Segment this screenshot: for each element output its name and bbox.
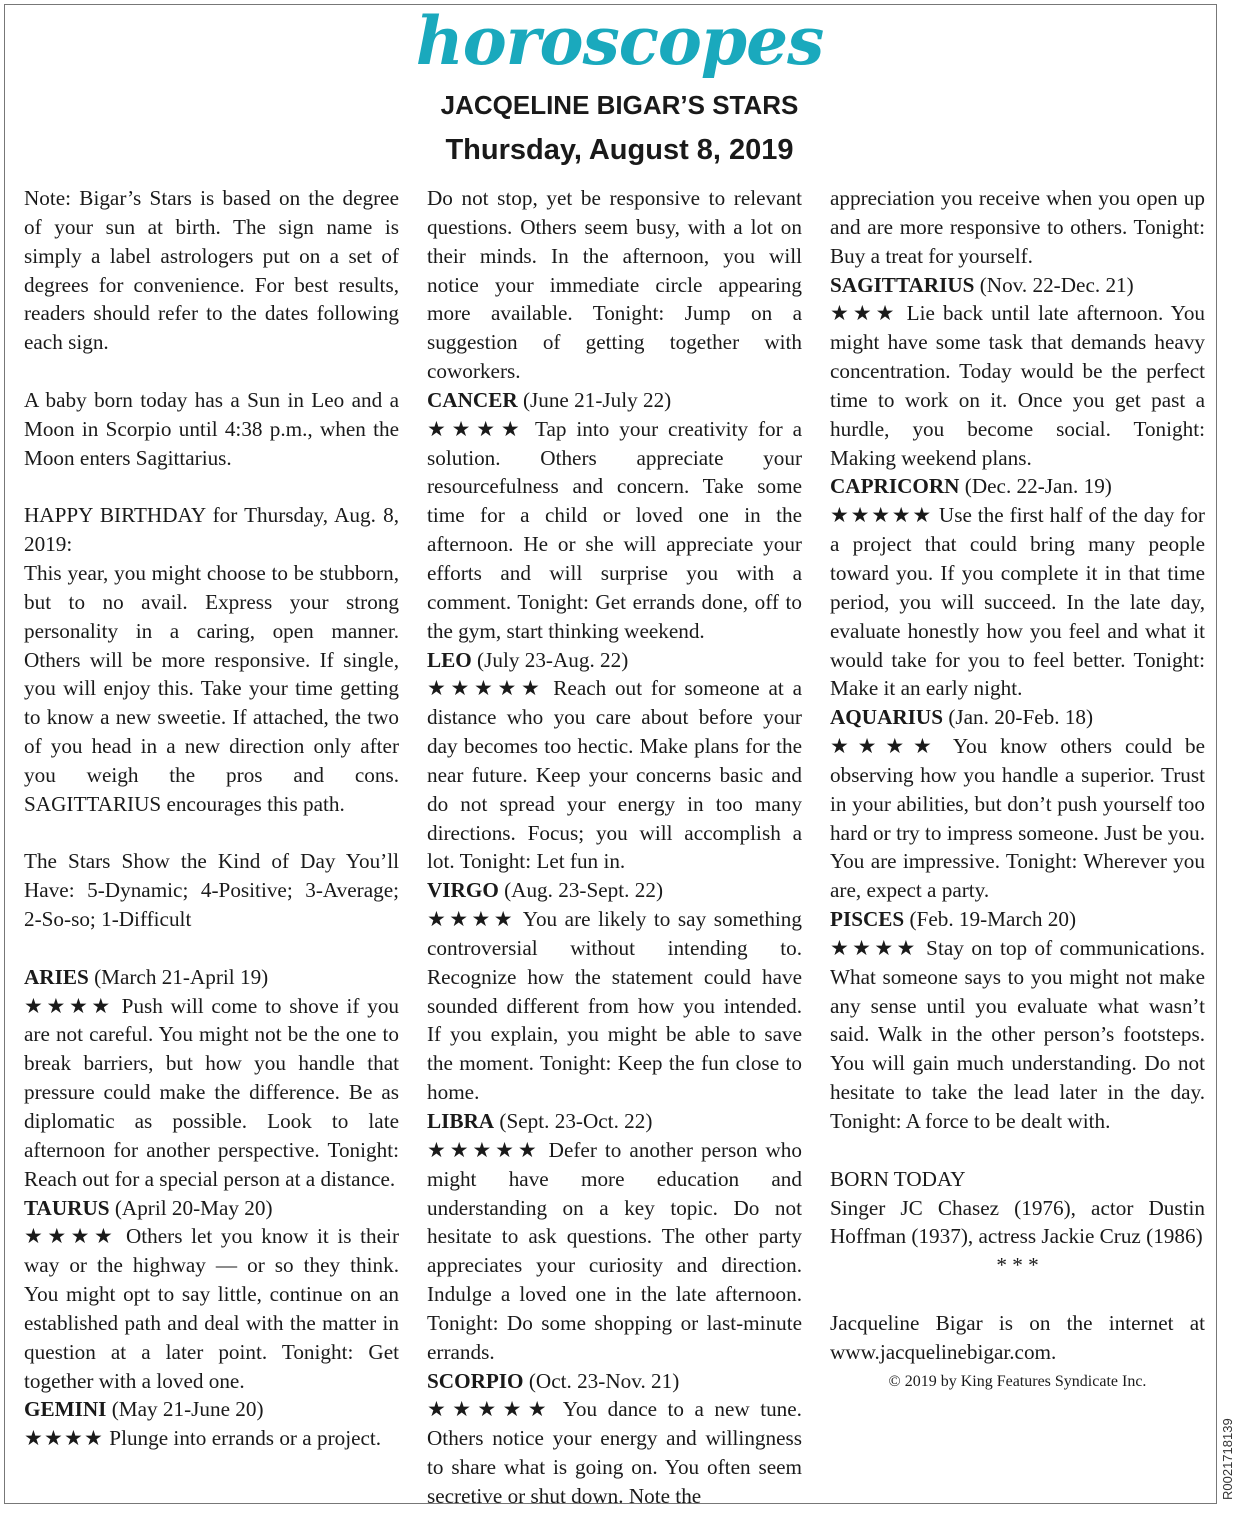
sign-entry-virgo bbox=[427, 905, 802, 1107]
star-rating: ★★★★ bbox=[830, 935, 919, 960]
sign-entry-scorpio-part1 bbox=[427, 1395, 802, 1510]
star-rating: ★★★★★ bbox=[427, 1137, 541, 1162]
sign-dates: (June 21-July 22) bbox=[522, 387, 672, 412]
horoscopes-logo: horoscopes bbox=[415, 2, 824, 80]
sign-text: You know others could be observing how you handle a superior. Trust in your abilities, but don’t push yourself too hard or try to impress someone. Just be you. You are impressive. Tonight: Wherever you are, expect a party. bbox=[830, 734, 1205, 903]
sign-dates: (July 23-Aug. 22) bbox=[477, 647, 629, 672]
sign-dates: (Nov. 22-Dec. 21) bbox=[979, 272, 1134, 297]
star-rating: ★★★★★ bbox=[427, 1397, 554, 1422]
sign-name: CANCER bbox=[427, 387, 518, 412]
star-rating: ★★★★ bbox=[427, 416, 526, 441]
stars-legend: The Stars Show the Kind of Day You’ll Have: 5-Dynamic; 4-Positive; 3-Average; 2-So-so; 1-Difficult bbox=[24, 849, 399, 932]
born-today-title: BORN TODAY bbox=[830, 1166, 966, 1191]
ad-code: R0021718139 bbox=[1220, 1418, 1235, 1500]
column-2 bbox=[427, 184, 802, 1511]
intro-baby: A baby born today has a Sun in Leo and a Moon in Scorpio until 4:38 p.m., when the Moon enters Sagittarius. bbox=[24, 387, 399, 470]
sign-name: LIBRA bbox=[427, 1109, 495, 1133]
sign-text: You dance to a new tune. Others notice your energy and willingness to share what is going on. You often seem secretive or shut down. Note the bbox=[427, 1397, 802, 1508]
sign-heading-aries bbox=[24, 963, 399, 992]
publication-date: Thursday, August 8, 2019 bbox=[445, 134, 794, 166]
sign-heading-capricorn bbox=[830, 472, 1205, 501]
sign-heading-virgo bbox=[427, 876, 802, 905]
sign-name: VIRGO bbox=[427, 878, 499, 903]
sign-text: You are likely to say something controversial without intending to. Recognize how the statement could have sounded different from how you intended. If you explain, you might be able to save the moment. Tonight: Keep the fun close to home. bbox=[427, 907, 802, 1105]
sign-heading-gemini bbox=[24, 1395, 399, 1424]
sign-name: SAGITTARIUS bbox=[830, 272, 975, 297]
sign-entry-libra bbox=[427, 1136, 802, 1367]
sign-name: CAPRICORN bbox=[830, 474, 960, 499]
sign-dates: (Dec. 22-Jan. 19) bbox=[964, 474, 1112, 499]
sign-text: Stay on top of communications. What someone says to you might not make any sense until you evaluate what wasn’t said. Walk in the other person’s footsteps. You will gain much understanding. Do not hesitate to take the lead later in the day. Tonight: A force to be dealt with. bbox=[830, 935, 1205, 1133]
star-rating: ★★★★ bbox=[24, 1426, 104, 1451]
sign-entry-aquarius bbox=[830, 732, 1205, 905]
author-website: Jacqueline Bigar is on the internet at www.jacquelinebigar.com. bbox=[830, 1310, 1205, 1364]
sign-entry-leo bbox=[427, 674, 802, 876]
sign-heading-scorpio bbox=[427, 1367, 802, 1396]
sign-entry-pisces bbox=[830, 934, 1205, 1136]
copyright: © 2019 by King Features Syndicate Inc. bbox=[888, 1372, 1147, 1390]
sign-dates: (Aug. 23-Sept. 22) bbox=[504, 878, 663, 903]
sign-heading-pisces bbox=[830, 905, 1205, 934]
sign-entry-capricorn bbox=[830, 501, 1205, 703]
sign-text: Defer to another person who might have more education and understanding on a key topic. Do not hesitate to ask questions. The other party appreciates your curiosity and direction. Indulge a loved one in the late afternoon. Tonight: Do some shopping or last-minute errands. bbox=[427, 1137, 802, 1364]
sign-heading-cancer bbox=[427, 386, 802, 415]
sign-name: GEMINI bbox=[24, 1397, 107, 1422]
star-rating: ★★★★ bbox=[24, 993, 114, 1018]
star-rating: ★★★★★ bbox=[830, 503, 934, 528]
sign-text: Others let you know it is their way or the highway — or so they think. You might opt to say little, continue on an established path and deal with the matter in question at a later point. Tonight: Get together with a loved one. bbox=[24, 1224, 399, 1393]
star-rating: ★★★★★ bbox=[427, 676, 545, 701]
sign-text: Reach out for someone at a distance who you care about before your day becomes too hectic. Make plans for the near future. Keep your concerns basic and do not spread your energy in too many directions. Focus; you will accomplish a lot. Tonight: Let fun in. bbox=[427, 676, 802, 874]
star-rating: ★★★★ bbox=[427, 907, 516, 932]
sign-entry-gemini-part1 bbox=[24, 1424, 399, 1453]
sign-entry-aries bbox=[24, 992, 399, 1194]
sign-dates: (Sept. 23-Oct. 22) bbox=[499, 1109, 653, 1133]
sign-name: PISCES bbox=[830, 907, 905, 932]
sign-heading-aquarius bbox=[830, 703, 1205, 732]
star-rating: ★★★★ bbox=[830, 734, 941, 759]
birthday-text: This year, you might choose to be stubborn, but to no avail. Express your strong personality in a caring, open manner. Others will be more responsive. If single, you will enjoy this. Take your time getting to know a new sweetie. If attached, the two of you head in a new direction only after you weigh the pros and cons. SAGITTARIUS encourages this path. bbox=[24, 560, 399, 816]
star-rating: ★★★ bbox=[830, 301, 899, 326]
born-today-text: Singer JC Chasez (1976), actor Dustin Hoffman (1937), actress Jackie Cruz (1986) bbox=[830, 1195, 1205, 1249]
sign-name: TAURUS bbox=[24, 1195, 110, 1220]
sign-name: SCORPIO bbox=[427, 1368, 524, 1393]
sign-name: AQUARIUS bbox=[830, 705, 944, 730]
sign-text: Lie back until late afternoon. You might have some task that demands heavy concentration. Today would be the perfect time to work on it. Once you get past a hurdle, you become social. Tonight: Making weekend plans. bbox=[830, 301, 1206, 470]
sign-dates: (Feb. 19-March 20) bbox=[909, 907, 1076, 932]
sign-heading-taurus bbox=[24, 1194, 399, 1223]
sign-heading-libra bbox=[427, 1107, 802, 1136]
sign-dates: (Jan. 20-Feb. 18) bbox=[948, 705, 1094, 730]
sign-heading-sagittarius bbox=[830, 271, 1205, 300]
column-3 bbox=[830, 184, 1205, 1397]
star-rating: ★★★★ bbox=[24, 1224, 118, 1249]
sign-dates: (May 21-June 20) bbox=[111, 1397, 264, 1422]
sign-dates: (March 21-April 19) bbox=[94, 964, 269, 989]
sign-entry-gemini-part2: Do not stop, yet be responsive to relevant questions. Others seem busy, with a lot on their minds. In the afternoon, you will notice your immediate circle appearing more available. Tonight: Jump on a suggestion of getting together with coworkers. bbox=[427, 186, 802, 384]
birthday-title: HAPPY BIRTHDAY for Thursday, Aug. 8, 2019: bbox=[24, 503, 399, 557]
sign-name: LEO bbox=[427, 647, 472, 672]
sign-entry-scorpio-part2: appreciation you receive when you open up and are more responsive to others. Tonight: Buy a treat for yourself. bbox=[830, 186, 1205, 268]
sign-entry-taurus bbox=[24, 1222, 399, 1395]
sign-name: ARIES bbox=[24, 964, 89, 989]
sign-entry-sagittarius bbox=[830, 299, 1205, 472]
sign-text: Push will come to shove if you are not careful. You might not be the one to break barriers, but how you handle that pressure could make the difference. Be as diplomatic as possible. Look to late afternoon for another perspective. Tonight: Reach out for a special person at a distance. bbox=[24, 993, 400, 1191]
sign-text: Tap into your creativity for a solution. Others appreciate your resourcefulness and concern. Take some time for a child or loved one in the afternoon. He or she will appreciate your efforts and will surprise you with a comment. Tonight: Get errands done, off to the gym, start thinking weekend. bbox=[427, 416, 803, 643]
intro-note: Note: Bigar’s Stars is based on the degree of your sun at birth. The sign name is simply a label astrologers put on a set of degrees for convenience. For best results, readers should refer to the dates following each sign. bbox=[24, 186, 399, 355]
sign-dates: (April 20-May 20) bbox=[114, 1195, 273, 1220]
section-divider: * * * bbox=[996, 1253, 1039, 1278]
sign-text: Plunge into errands or a project. bbox=[109, 1426, 382, 1451]
byline: JACQELINE BIGAR’S STARS bbox=[440, 90, 799, 120]
sign-dates: (Oct. 23-Nov. 21) bbox=[528, 1368, 680, 1393]
column-1 bbox=[24, 184, 399, 1453]
sign-heading-leo bbox=[427, 646, 802, 675]
sign-text: Use the first half of the day for a project that could bring many people toward you. If you complete it in that time period, you will succeed. In the late day, evaluate honestly how you feel and what it would take for you to feel better. Tonight: Make it an early night. bbox=[830, 503, 1205, 701]
sign-entry-cancer bbox=[427, 415, 802, 646]
